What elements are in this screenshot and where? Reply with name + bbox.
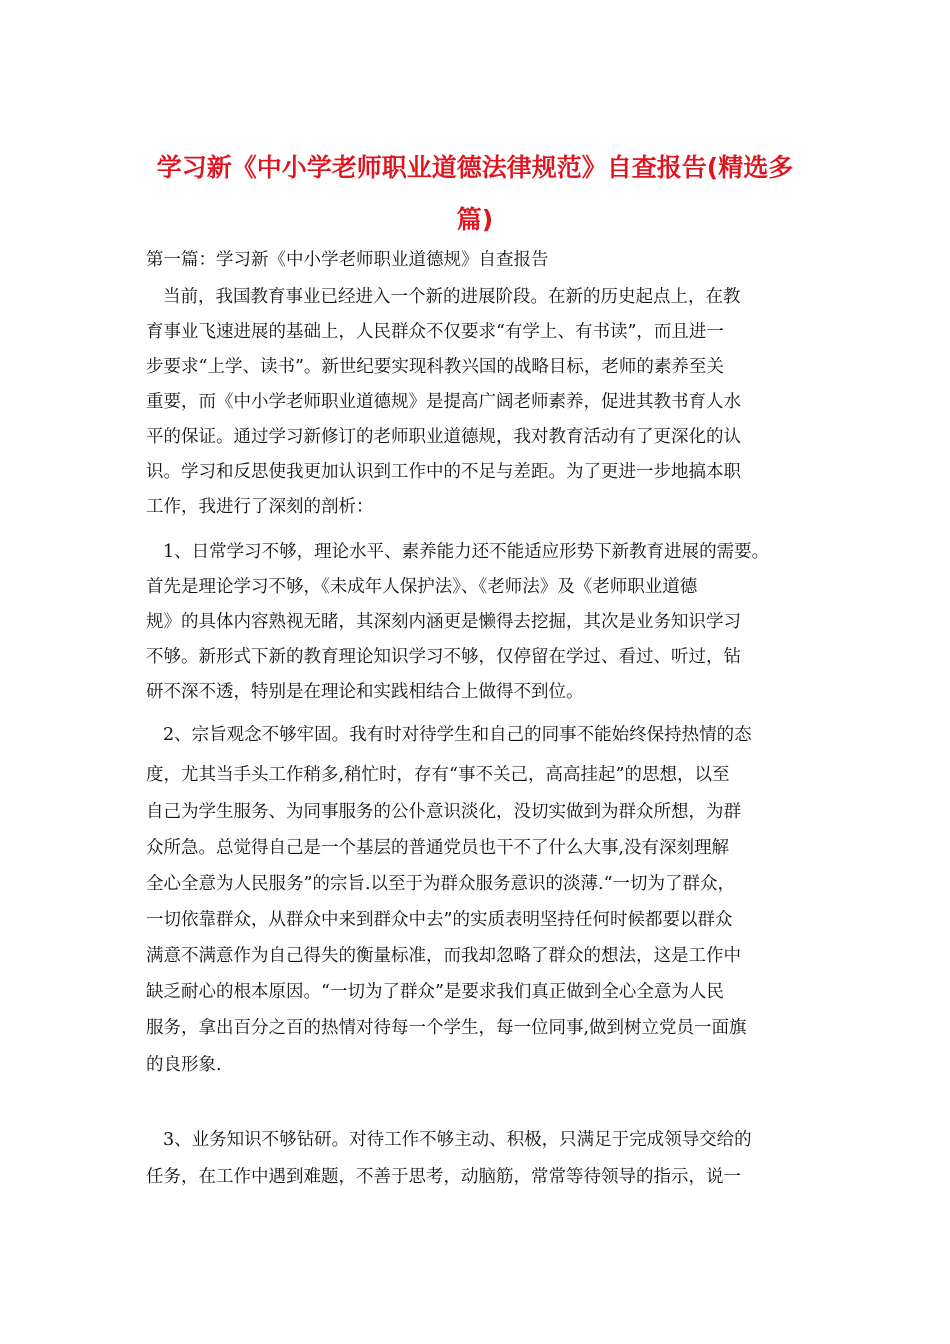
paragraph-line: 步要求“上学、读书”。新世纪要实现科教兴国的战略目标，老师的素养至关 bbox=[146, 357, 724, 377]
paragraph-line: 识。学习和反思使我更加认识到工作中的不足与差距。为了更进一步地搞本职 bbox=[146, 462, 741, 482]
paragraph-line: 的良形象. bbox=[146, 1055, 222, 1075]
paragraph-line: 研不深不透，特别是在理论和实践相结合上做得不到位。 bbox=[146, 682, 584, 702]
paragraph-line: 平的保证。通过学习新修订的老师职业道德规，我对教育活动有了更深化的认 bbox=[146, 427, 741, 447]
paragraph-line: 规》的具体内容熟视无睹，其深刻内涵更是懒得去挖掘，其次是业务知识学习 bbox=[146, 612, 741, 632]
paragraph-line: 3、业务知识不够钻研。对待工作不够主动、积极，只满足于完成领导交给的 bbox=[163, 1130, 752, 1150]
paragraph-line: 满意不满意作为自己得失的衡量标准，而我却忽略了群众的想法，这是工作中 bbox=[146, 946, 741, 966]
document-title-line-1: 学习新《中小学老师职业道德法律规范》自查报告(精选多 bbox=[156, 153, 794, 182]
paragraph-line: 工作，我进行了深刻的剖析： bbox=[146, 497, 374, 517]
paragraph-line: 全心全意为人民服务”的宗旨.以至于为群众服务意识的淡薄.“一切为了群众， bbox=[146, 874, 736, 894]
paragraph-line: 度，尤其当手头工作稍多,稍忙时，存有“事不关己，高高挂起”的思想，以至 bbox=[146, 765, 730, 785]
paragraph-line: 一切依靠群众，从群众中来到群众中去”的实质表明坚持任何时候都要以群众 bbox=[146, 910, 733, 930]
paragraph-line: 2、宗旨观念不够牢固。我有时对待学生和自己的同事不能始终保持热情的态 bbox=[163, 725, 752, 745]
paragraph-line: 服务，拿出百分之百的热情对待每一个学生，每一位同事,做到树立党员一面旗 bbox=[146, 1018, 747, 1038]
paragraph-line: 众所急。总觉得自己是一个基层的普通党员也干不了什么大事,没有深刻理解 bbox=[146, 838, 730, 858]
paragraph-line: 重要，而《中小学老师职业道德规》是提高广阔老师素养，促进其教书育人水 bbox=[146, 392, 741, 412]
paragraph-line: 任务，在工作中遇到难题，不善于思考，动脑筋，常常等待领导的指示，说一 bbox=[146, 1167, 741, 1187]
paragraph-line: 当前，我国教育事业已经进入一个新的进展阶段。在新的历史起点上，在教 bbox=[163, 287, 741, 307]
paragraph-line: 缺乏耐心的根本原因。“一切为了群众”是要求我们真正做到全心全意为人民 bbox=[146, 982, 724, 1002]
paragraph-line: 自己为学生服务、为同事服务的公仆意识淡化，没切实做到为群众所想，为群 bbox=[146, 802, 741, 822]
paragraph-line: 首先是理论学习不够，《未成年人保护法》、《老师法》及《老师职业道德 bbox=[146, 577, 698, 597]
paragraph-line: 育事业飞速进展的基础上，人民群众不仅要求“有学上、有书读”，而且进一 bbox=[146, 322, 724, 342]
document-title-line-2: 篇) bbox=[456, 205, 494, 234]
section-heading: 第一篇：学习新《中小学老师职业道德规》自查报告 bbox=[146, 250, 549, 270]
paragraph-line: 1、日常学习不够，理论水平、素养能力还不能适应形势下新教育进展的需要。 bbox=[163, 542, 770, 562]
paragraph-line: 不够。新形式下新的教育理论知识学习不够，仅停留在学过、看过、听过，钻 bbox=[146, 647, 741, 667]
